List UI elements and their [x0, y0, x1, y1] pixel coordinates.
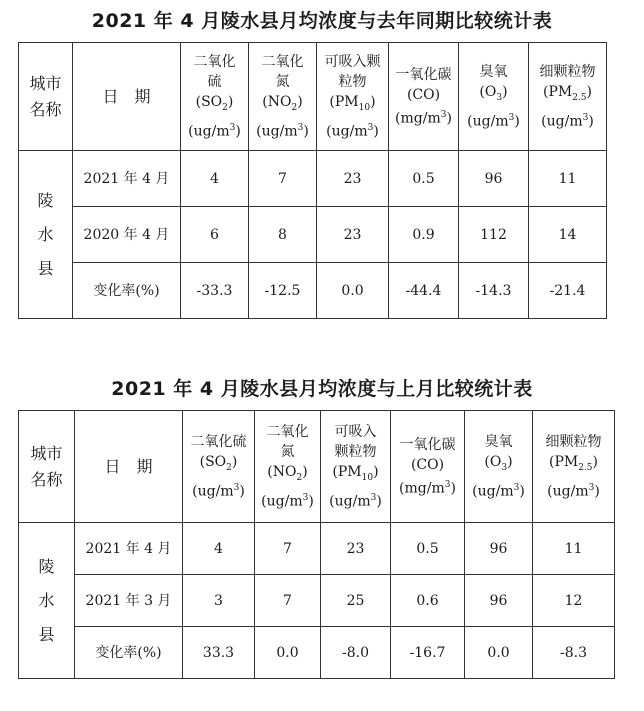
- city-name-header-line: 城市: [30, 443, 63, 463]
- unit-superscript: 3: [508, 112, 515, 123]
- value-cell: 4: [181, 151, 249, 207]
- pollutant-name: 氮: [280, 443, 295, 460]
- unit-text: (ug/m: [326, 123, 368, 140]
- date-header: 日 期: [73, 43, 181, 151]
- pollutant-name: 硫: [207, 73, 222, 90]
- value-cell: 112: [459, 207, 529, 263]
- value-cell: 8: [249, 207, 317, 263]
- pollutant-unit: $(ug/m^3)$: [467, 112, 520, 130]
- formula-text: (CO): [406, 86, 441, 103]
- pollutant-header: [465, 411, 533, 523]
- unit-text: (ug/m: [329, 493, 371, 510]
- pollutant-formula: $(O_3)$: [479, 83, 508, 103]
- formula-subscript: 2.5: [578, 462, 593, 473]
- value-cell: -14.3: [459, 263, 529, 319]
- pollutant-unit: $(ug/m^3)$: [541, 112, 594, 130]
- formula-subscript: 2: [296, 472, 303, 483]
- pollutant-header: [533, 411, 615, 523]
- value-cell: 4: [183, 523, 255, 575]
- formula-text: (PM: [542, 83, 573, 100]
- value-cell: -12.5: [249, 263, 317, 319]
- unit-superscript: 3: [302, 492, 309, 503]
- city-name-char: 县: [38, 624, 55, 644]
- pollutant-unit: $(ug/m^3)$: [547, 482, 600, 500]
- unit-text: (ug/m: [541, 113, 583, 130]
- value-cell: 14: [529, 207, 607, 263]
- pollutant-formula: $(NO_2)$: [262, 93, 303, 113]
- value-cell: 23: [317, 207, 389, 263]
- formula-text: (O: [479, 83, 497, 100]
- unit-superscript: 3: [370, 492, 377, 503]
- formula-subscript: 10: [361, 472, 374, 483]
- formula-subscript: 2.5: [572, 92, 587, 103]
- pollutant-formula: [389, 85, 458, 105]
- pollutant-name: 可吸入: [334, 423, 377, 440]
- table-row: [19, 575, 615, 627]
- value-cell: -21.4: [529, 263, 607, 319]
- formula-text: (SO: [195, 93, 223, 110]
- value-cell: 96: [459, 151, 529, 207]
- pollutant-header: [529, 43, 607, 151]
- pollutant-header: [389, 43, 459, 151]
- value-cell: 96: [465, 575, 533, 627]
- pollutant-name: 二氧化: [193, 53, 236, 70]
- pollutant-name: 可吸入颗: [324, 53, 381, 70]
- pollutant-header: [255, 411, 321, 523]
- value-cell: 0.9: [389, 207, 459, 263]
- value-cell: 0.0: [317, 263, 389, 319]
- unit-superscript: 3: [233, 482, 240, 493]
- pollutant-unit: $(ug/m^3)$: [326, 122, 379, 140]
- pollutant-name: 臭氧: [479, 63, 508, 80]
- city-name-header-line: 名称: [29, 99, 62, 119]
- value-cell: 3: [183, 575, 255, 627]
- city-name-header: [19, 411, 75, 523]
- value-cell: 23: [321, 523, 391, 575]
- city-name-header: [19, 43, 73, 151]
- pollutant-formula: $(PM_{10})$: [332, 463, 379, 483]
- unit-superscript: 3: [513, 482, 520, 493]
- unit-text: (ug/m: [261, 493, 303, 510]
- value-cell: 25: [321, 575, 391, 627]
- city-name-char: 县: [37, 258, 54, 278]
- unit-superscript: 3: [440, 109, 447, 120]
- pollutant-name: 粒物: [338, 73, 367, 90]
- formula-text: (O: [484, 453, 502, 470]
- pollutant-unit: $(ug/m^3)$: [188, 122, 241, 140]
- formula-text: (NO: [267, 463, 297, 480]
- pollutant-formula: $(SO_2)$: [195, 93, 234, 113]
- pollutant-header: [181, 43, 249, 151]
- pollutant-formula: $(O_3)$: [484, 453, 513, 473]
- unit-text: (ug/m: [256, 123, 298, 140]
- table-2: [18, 410, 615, 679]
- value-cell: 96: [465, 523, 533, 575]
- formula-subscript: 2: [226, 462, 232, 473]
- unit-superscript: 3: [367, 122, 374, 133]
- city-name-cell: [19, 151, 73, 319]
- formula-subscript: 3: [501, 462, 508, 473]
- pollutant-unit: $(ug/m^3)$: [329, 492, 382, 510]
- unit-text: (mg/m: [399, 480, 445, 497]
- city-name-char: 陵: [37, 190, 54, 210]
- city-name-cell: [19, 523, 75, 679]
- pollutant-name: 一氧化碳: [395, 66, 452, 83]
- date-cell: 2021 年 4 月: [75, 523, 183, 575]
- value-cell: -44.4: [389, 263, 459, 319]
- pollutant-formula: $(PM_{10})$: [329, 93, 376, 113]
- pollutant-unit: $(ug/m^3)$: [472, 482, 525, 500]
- value-cell: 6: [181, 207, 249, 263]
- table-1-title: 2021 年 4 月陵水县月均浓度与去年同期比较统计表: [91, 10, 553, 32]
- date-cell: 变化率(%): [75, 627, 183, 679]
- formula-text: (PM: [329, 93, 359, 110]
- pollutant-header: [459, 43, 529, 151]
- pollutant-header: [391, 411, 465, 523]
- value-cell: 12: [533, 575, 615, 627]
- formula-text: (SO: [199, 453, 227, 470]
- pollutant-formula: $(PM_{2.5})$: [548, 453, 598, 473]
- city-name-char: 水: [37, 224, 54, 244]
- unit-superscript: 3: [229, 122, 236, 133]
- pollutant-name: 二氧化硫: [190, 433, 247, 450]
- value-cell: 33.3: [183, 627, 255, 679]
- formula-text: (NO: [262, 93, 292, 110]
- pollutant-formula: $(NO_2)$: [267, 463, 308, 483]
- city-name-char: 水: [38, 590, 55, 610]
- pollutant-header: [183, 411, 255, 523]
- pollutant-header: [249, 43, 317, 151]
- unit-text: (ug/m: [192, 483, 234, 500]
- city-name-header-line: 城市: [29, 73, 62, 93]
- date-cell: 变化率(%): [73, 263, 181, 319]
- pollutant-name: 臭氧: [484, 433, 513, 450]
- header-row: [19, 411, 615, 523]
- table-row: [19, 151, 607, 207]
- pollutant-unit: $(mg/m^3)$: [395, 109, 452, 127]
- pollutant-name: 二氧化: [261, 53, 304, 70]
- unit-superscript: 3: [444, 479, 451, 490]
- pollutant-name: 颗粒物: [334, 443, 377, 460]
- value-cell: 0.5: [391, 523, 465, 575]
- date-cell: 2021 年 3 月: [75, 575, 183, 627]
- pollutant-name: 细颗粒物: [539, 63, 596, 80]
- table-row: [19, 263, 607, 319]
- value-cell: -33.3: [181, 263, 249, 319]
- value-cell: -16.7: [391, 627, 465, 679]
- table-row: [19, 523, 615, 575]
- pollutant-unit: $(ug/m^3)$: [256, 122, 309, 140]
- city-name-char: 陵: [38, 556, 55, 576]
- pollutant-unit: $(mg/m^3)$: [399, 479, 456, 497]
- formula-text: (PM: [548, 453, 579, 470]
- unit-text: (ug/m: [547, 483, 589, 500]
- formula-subscript: 2: [291, 102, 298, 113]
- pollutant-formula: $(PM_{2.5})$: [542, 83, 592, 103]
- pollutant-name: 氮: [275, 73, 290, 90]
- unit-text: (ug/m: [188, 123, 230, 140]
- date-header: 日 期: [75, 411, 183, 523]
- pollutant-unit: $(ug/m^3)$: [192, 482, 245, 500]
- value-cell: 0.0: [465, 627, 533, 679]
- pollutant-header: [317, 43, 389, 151]
- unit-superscript: 3: [588, 482, 595, 493]
- value-cell: 0.0: [255, 627, 321, 679]
- formula-text: (CO): [410, 456, 445, 473]
- pollutant-header: [321, 411, 391, 523]
- formula-subscript: 3: [496, 92, 503, 103]
- formula-text: (PM: [332, 463, 362, 480]
- pollutant-formula: $(SO_2)$: [199, 453, 238, 473]
- value-cell: -8.3: [533, 627, 615, 679]
- value-cell: 11: [533, 523, 615, 575]
- pollutant-name: 二氧化: [266, 423, 309, 440]
- formula-subscript: 2: [222, 102, 228, 113]
- unit-text: (mg/m: [395, 110, 441, 127]
- value-cell: 0.5: [389, 151, 459, 207]
- table-2-title: 2021 年 4 月陵水县月均浓度与上月比较统计表: [111, 378, 533, 400]
- city-name-header-line: 名称: [30, 469, 63, 489]
- value-cell: 11: [529, 151, 607, 207]
- value-cell: 0.6: [391, 575, 465, 627]
- pollutant-formula: [391, 455, 464, 475]
- unit-text: (ug/m: [472, 483, 514, 500]
- date-cell: 2020 年 4 月: [73, 207, 181, 263]
- unit-text: (ug/m: [467, 113, 509, 130]
- unit-superscript: 3: [297, 122, 304, 133]
- pollutant-name: 一氧化碳: [399, 436, 456, 453]
- pollutant-unit: $(ug/m^3)$: [261, 492, 314, 510]
- value-cell: 23: [317, 151, 389, 207]
- formula-subscript: 10: [358, 102, 371, 113]
- pollutant-name: 细颗粒物: [545, 433, 602, 450]
- value-cell: 7: [255, 575, 321, 627]
- value-cell: -8.0: [321, 627, 391, 679]
- header-row: [19, 43, 607, 151]
- table-row: [19, 627, 615, 679]
- table-row: [19, 207, 607, 263]
- unit-superscript: 3: [582, 112, 589, 123]
- value-cell: 7: [255, 523, 321, 575]
- date-cell: 2021 年 4 月: [73, 151, 181, 207]
- table-1: [18, 42, 607, 319]
- value-cell: 7: [249, 151, 317, 207]
